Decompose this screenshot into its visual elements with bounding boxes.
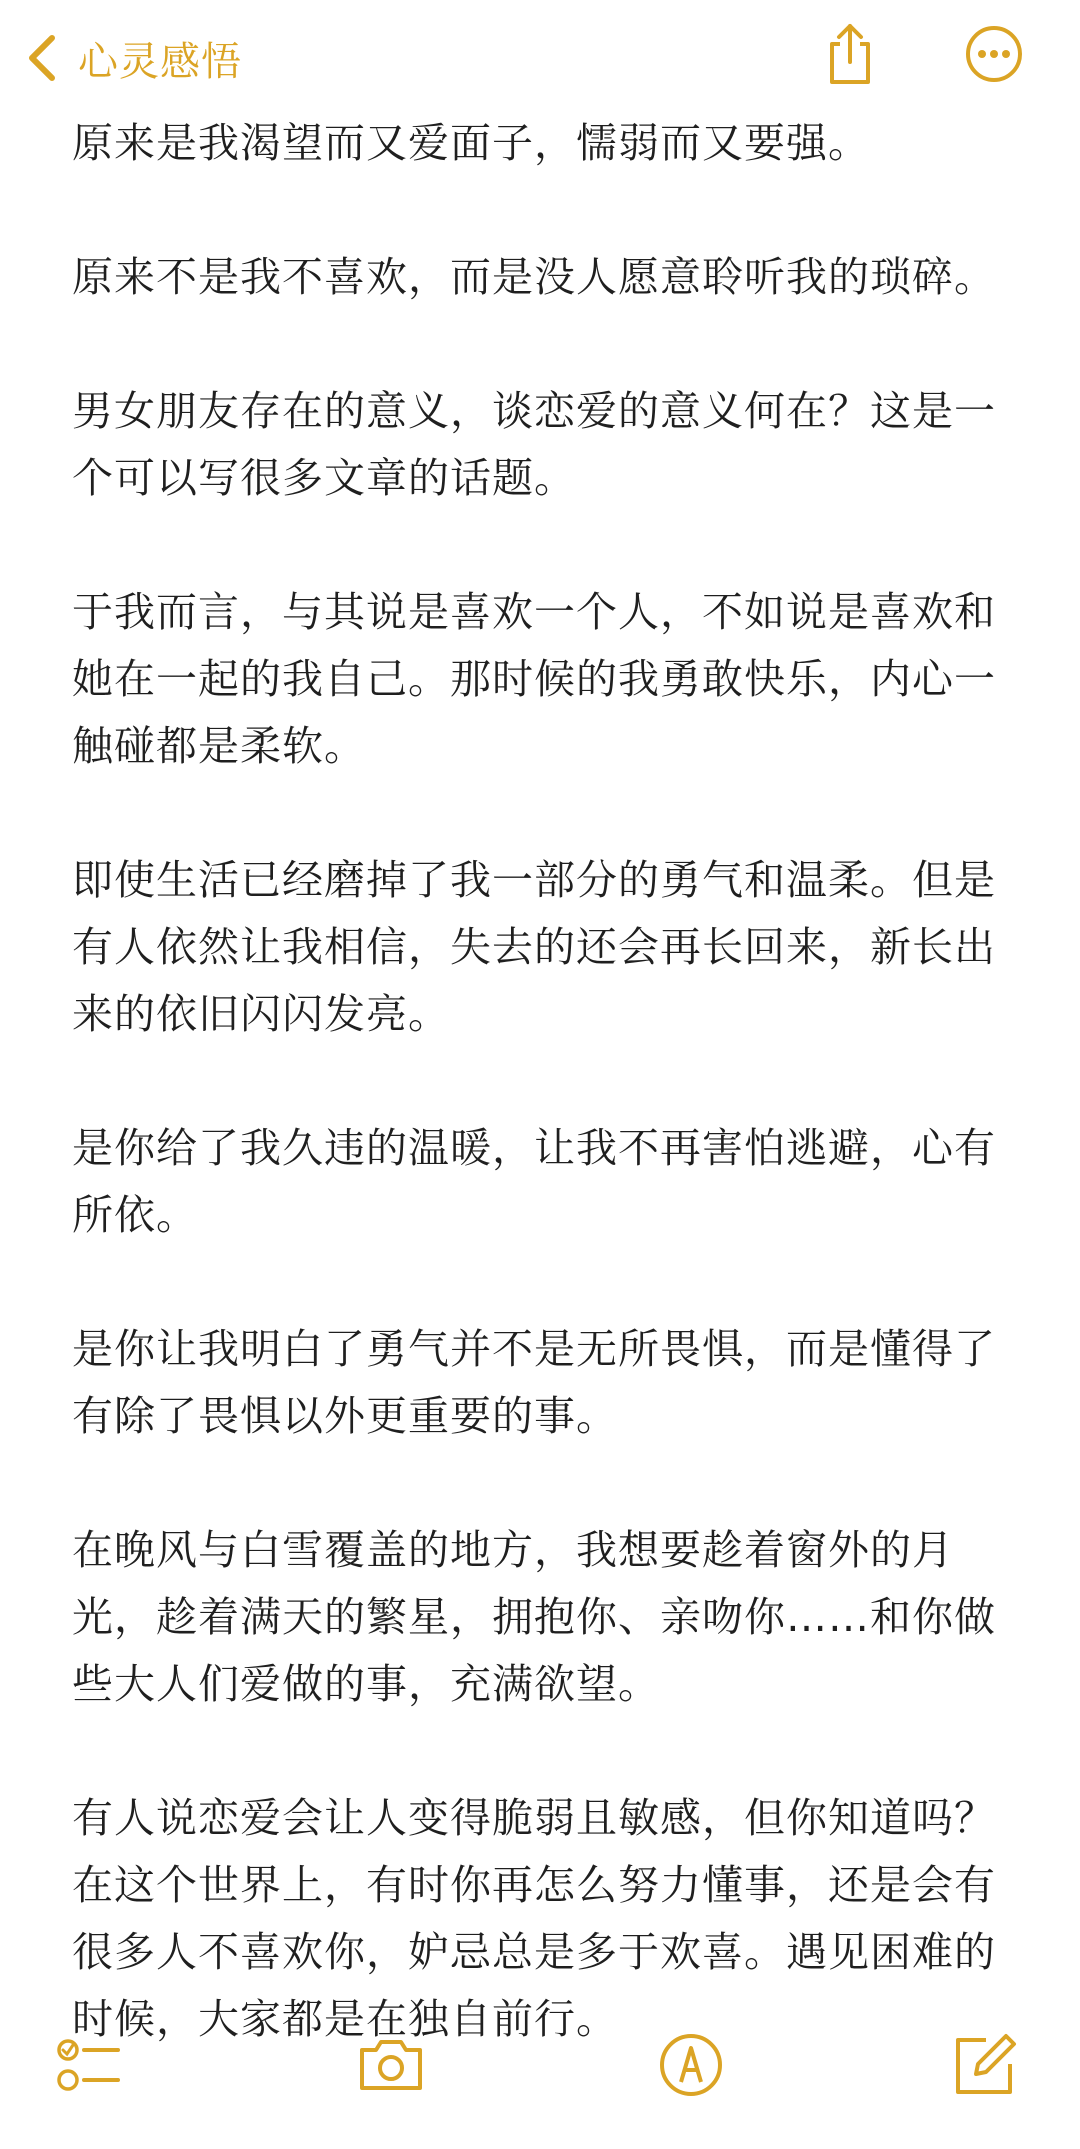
share-icon (820, 22, 880, 86)
note-paragraph: 在晚风与白雪覆盖的地方，我想要趁着窗外的月光，趁着满天的繁星，拥抱你、亲吻你……和你做些大人们爱做的事，充满欲望。 (72, 1526, 996, 1708)
compose-icon (950, 2030, 1020, 2100)
note-paragraph: 是你给了我久违的温暖，让我不再害怕逃避，心有所依。 (72, 1124, 996, 1239)
chevron-left-icon (26, 34, 60, 82)
back-button[interactable] (26, 28, 242, 88)
note-paragraph: 于我而言，与其说是喜欢一个人，不如说是喜欢和她在一起的我自己。那时候的我勇敢快乐，内心一触碰都是柔软。 (72, 588, 996, 770)
note-paragraph: 有人说恋爱会让人变得脆弱且敏感，但你知道吗？在这个世界上，有时你再怎么努力懂事，还是会有很多人不喜欢你，妒忌总是多于欢喜。遇见困难的时候，大家都是在独自前行。 (72, 1794, 996, 2043)
more-button[interactable] (962, 22, 1026, 86)
note-paragraph: 原来不是我不喜欢，而是没人愿意聆听我的琐碎。 (72, 253, 996, 301)
note-paragraph: 原来是我渴望而又爱面子，懦弱而又要强。 (72, 119, 870, 167)
camera-icon (356, 2030, 426, 2100)
markup-button[interactable] (656, 2030, 726, 2100)
checklist-icon (54, 2030, 124, 2100)
bottom-toolbar (0, 2010, 1080, 2120)
camera-button[interactable] (356, 2030, 426, 2100)
note-paragraph: 男女朋友存在的意义，谈恋爱的意义何在？这是一个可以写很多文章的话题。 (72, 387, 996, 502)
note-paragraph: 即使生活已经磨掉了我一部分的勇气和温柔。但是有人依然让我相信，失去的还会再长回来，新长出来的依旧闪闪发亮。 (72, 856, 996, 1038)
compose-button[interactable] (950, 2030, 1020, 2100)
checklist-button[interactable] (54, 2030, 124, 2100)
share-button[interactable] (818, 22, 882, 86)
note-body[interactable] (72, 110, 1012, 2120)
markup-icon (656, 2030, 726, 2100)
more-icon (964, 22, 1024, 86)
note-paragraph: 是你让我明白了勇气并不是无所畏惧，而是懂得了有除了畏惧以外更重要的事。 (72, 1325, 996, 1440)
navigation-bar (0, 0, 1080, 120)
back-label: 心灵感悟 (78, 38, 242, 85)
